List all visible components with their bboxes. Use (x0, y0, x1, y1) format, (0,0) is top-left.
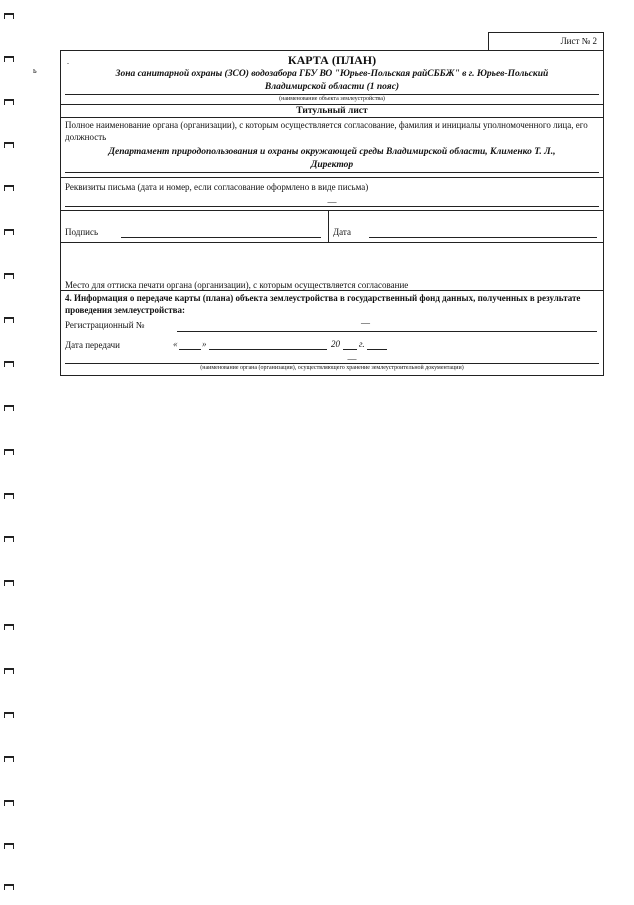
form-title: КАРТА (ПЛАН) (287, 53, 377, 67)
punch-mark (4, 800, 14, 806)
org-section (61, 118, 603, 178)
org-value-line1: Департамент природопользования и охраны окружающей среды Владимирской области, Клименко Т. Л., (108, 147, 556, 157)
date-month-line[interactable] (209, 349, 327, 350)
punch-mark (4, 493, 14, 499)
signature-row (61, 211, 603, 243)
punch-mark (4, 624, 14, 630)
letter-section (61, 178, 603, 211)
date-open-quote: « (173, 339, 178, 349)
registration-row (61, 317, 603, 337)
date-cell (329, 211, 603, 242)
date-label: Дата (333, 227, 351, 237)
signature-cell (61, 211, 329, 242)
punch-mark (4, 185, 14, 191)
punch-mark (4, 536, 14, 542)
punch-mark (4, 142, 14, 148)
org-value-line2: Директор (310, 160, 354, 170)
date-close-quote: » (202, 339, 207, 349)
date-year-line[interactable] (343, 349, 357, 350)
side-mark: ь (33, 66, 37, 75)
punch-mark (4, 668, 14, 674)
object-caption: (наименование объекта землеустройства) (279, 96, 385, 102)
date-year-suffix: г. (359, 339, 365, 349)
punch-mark (4, 273, 14, 279)
header-section (61, 51, 603, 105)
transfer-dash: — (347, 354, 357, 364)
transfer-date-label: Дата передачи (65, 340, 120, 350)
letter-label: Реквизиты письма (дата и номер, если согласование оформлено в виде письма) (65, 182, 369, 192)
punch-mark (4, 405, 14, 411)
date-line[interactable] (369, 237, 597, 238)
approval-form (60, 50, 604, 376)
punch-mark (4, 756, 14, 762)
punch-mark (4, 712, 14, 718)
stamp-label: Место для оттиска печати органа (организации), с которым осуществляется согласование (65, 280, 409, 290)
date-tail-line (367, 349, 387, 350)
transfer-date-row (61, 337, 603, 355)
punch-mark (4, 843, 14, 849)
registration-line[interactable] (177, 331, 597, 332)
punch-mark (4, 229, 14, 235)
org-label: Полное наименование органа (организации), с которым осуществляется согласование, фамилия и инициалы уполномоченного лица, его должность (65, 120, 588, 142)
divider (65, 172, 599, 173)
punch-mark (4, 99, 14, 105)
object-name-line2: Владимирской области (1 пояс) (264, 82, 400, 92)
punch-mark (4, 13, 14, 19)
sheet-number: Лист № 2 (488, 32, 604, 50)
custodian-caption: (наименование органа (организации), осуществляющего хранение землеустроительной документации) (200, 365, 464, 371)
title-sheet-label: Титульный лист (61, 105, 603, 118)
date-day-line[interactable] (179, 349, 201, 350)
punch-mark (4, 317, 14, 323)
punch-mark (4, 580, 14, 586)
registration-dash: — (361, 318, 370, 328)
punch-mark (4, 449, 14, 455)
letter-dash: — (327, 197, 337, 207)
registration-label: Регистрационный № (65, 320, 145, 330)
marker: . (67, 57, 69, 66)
punch-mark (4, 361, 14, 367)
transfer-heading: 4. Информация о передаче карты (плана) объекта землеустройства в государственный фонд данных, полученных в результате проведения землеустройства: (65, 293, 581, 315)
signature-line[interactable] (121, 237, 321, 238)
date-year-prefix: 20 (331, 339, 340, 349)
signature-label: Подпись (65, 227, 99, 237)
object-name-line1: Зона санитарной охраны (ЗСО) водозабора ГБУ ВО "Юрьев-Польская райСББЖ" в г. Юрьев-Польский (115, 69, 549, 79)
transfer-section (61, 291, 603, 375)
stamp-section (61, 243, 603, 291)
punch-mark (4, 884, 14, 890)
punch-mark (4, 56, 14, 62)
